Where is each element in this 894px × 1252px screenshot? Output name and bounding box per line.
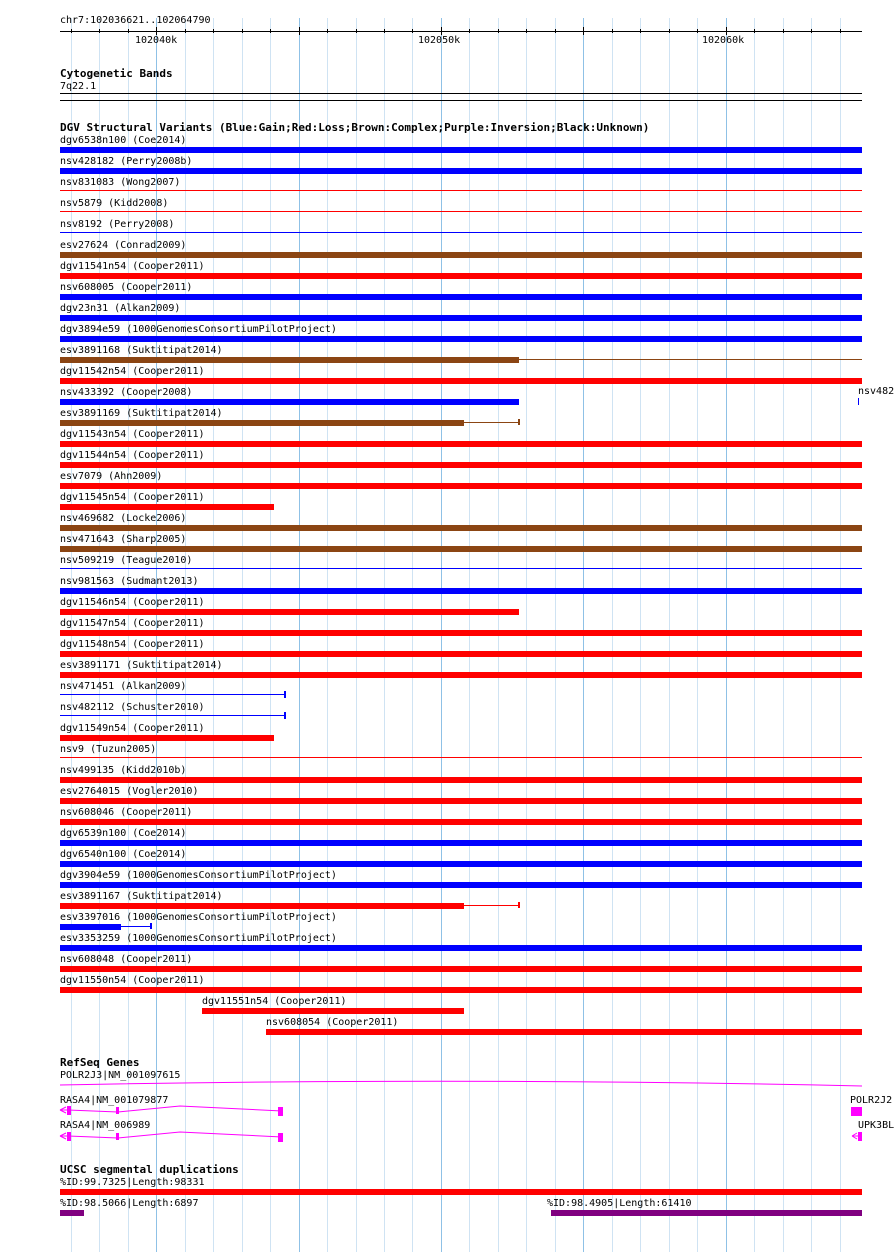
dgv-feature-label[interactable]: esv7079 (Ahn2009)	[60, 471, 163, 482]
dgv-feature-label[interactable]: nsv469682 (Locke2006)	[60, 513, 187, 524]
ruler-tick-label: 102050k	[418, 35, 461, 46]
dgv-feature-label[interactable]: esv2764015 (Vogler2010)	[60, 786, 199, 797]
dgv-feature-label[interactable]: dgv6538n100 (Coe2014)	[60, 135, 187, 146]
segdup-label[interactable]: %ID:98.5066|Length:6897	[60, 1198, 199, 1209]
dgv-feature-label[interactable]: dgv3894e59 (1000GenomesConsortiumPilotProject)	[60, 324, 337, 335]
segdup-track-title[interactable]: UCSC segmental duplications	[60, 1163, 239, 1176]
ruler-tick-label: 102060k	[702, 35, 745, 46]
dgv-feature-label[interactable]: dgv6540n100 (Coe2014)	[60, 849, 187, 860]
dgv-feature-label[interactable]: dgv11548n54 (Cooper2011)	[60, 639, 205, 650]
dgv-feature-label[interactable]: nsv608054 (Cooper2011)	[266, 1017, 399, 1028]
dgv-feature-label[interactable]: dgv11544n54 (Cooper2011)	[60, 450, 205, 461]
dgv-feature-label[interactable]: dgv11541n54 (Cooper2011)	[60, 261, 205, 272]
gene-label[interactable]: RASA4|NM_006989	[60, 1120, 151, 1131]
segdup-bar[interactable]	[60, 1189, 862, 1195]
dgv-feature-label[interactable]: esv3397016 (1000GenomesConsortiumPilotProject)	[60, 912, 337, 923]
dgv-feature-label[interactable]: nsv9 (Tuzun2005)	[60, 744, 157, 755]
gene-label[interactable]: POLR2J3|NM_001097615	[60, 1070, 181, 1081]
cytoband-track-title[interactable]: Cytogenetic Bands	[60, 67, 173, 80]
dgv-feature-label[interactable]: esv3891171 (Suktitipat2014)	[60, 660, 223, 671]
gene-label-offscreen[interactable]: POLR2J2	[850, 1095, 893, 1106]
dgv-feature-label[interactable]: nsv433392 (Cooper2008)	[60, 387, 193, 398]
dgv-feature-label[interactable]: dgv11545n54 (Cooper2011)	[60, 492, 205, 503]
dgv-feature-label[interactable]: dgv11547n54 (Cooper2011)	[60, 618, 205, 629]
gene-label[interactable]: RASA4|NM_001079877	[60, 1095, 169, 1106]
dgv-feature-label[interactable]: nsv608005 (Cooper2011)	[60, 282, 193, 293]
dgv-feature-label[interactable]: nsv428182 (Perry2008b)	[60, 156, 193, 167]
dgv-feature-label[interactable]: nsv5879 (Kidd2008)	[60, 198, 169, 209]
dgv-feature-label[interactable]: nsv831083 (Wong2007)	[60, 177, 181, 188]
dgv-feature-label[interactable]: nsv482112 (Schuster2010)	[60, 702, 205, 713]
dgv-feature-label[interactable]: esv27624 (Conrad2009)	[60, 240, 187, 251]
segdup-bar[interactable]	[60, 1210, 84, 1216]
dgv-feature-label[interactable]: nsv608048 (Cooper2011)	[60, 954, 193, 965]
gene-model-upk3bl	[852, 1132, 862, 1141]
dgv-feature-label[interactable]: esv3353259 (1000GenomesConsortiumPilotProject)	[60, 933, 337, 944]
cytoband-label: 7q22.1	[60, 81, 97, 92]
dgv-feature-label[interactable]: dgv11549n54 (Cooper2011)	[60, 723, 205, 734]
dgv-feature-label[interactable]: dgv11550n54 (Cooper2011)	[60, 975, 205, 986]
dgv-feature-label[interactable]: dgv11546n54 (Cooper2011)	[60, 597, 205, 608]
gene-model-rasa4-b	[60, 1132, 283, 1142]
dgv-feature-label[interactable]: nsv499135 (Kidd2010b)	[60, 765, 187, 776]
dgv-feature-label[interactable]: dgv11543n54 (Cooper2011)	[60, 429, 205, 440]
dgv-feature-label[interactable]: nsv8192 (Perry2008)	[60, 219, 175, 230]
segdup-label[interactable]: %ID:98.4905|Length:61410	[547, 1198, 692, 1209]
dgv-feature-label[interactable]: dgv11542n54 (Cooper2011)	[60, 366, 205, 377]
gene-model-polr2j2	[851, 1107, 862, 1116]
dgv-offscreen-label: nsv482	[858, 386, 894, 397]
dgv-feature-label[interactable]: dgv3904e59 (1000GenomesConsortiumPilotProject)	[60, 870, 337, 881]
gene-model-polr2j3	[60, 1081, 862, 1086]
dgv-feature-label[interactable]: dgv23n31 (Alkan2009)	[60, 303, 181, 314]
dgv-feature-label[interactable]: nsv471451 (Alkan2009)	[60, 681, 187, 692]
dgv-feature-label[interactable]: dgv6539n100 (Coe2014)	[60, 828, 187, 839]
ruler-range-label: chr7:102036621..102064790	[60, 15, 211, 26]
segdup-label[interactable]: %ID:99.7325|Length:98331	[60, 1177, 205, 1188]
ruler-tick-label: 102040k	[135, 35, 178, 46]
segdup-bar[interactable]	[551, 1210, 862, 1216]
refseq-track-title[interactable]: RefSeq Genes	[60, 1056, 140, 1069]
gene-model-rasa4-a	[60, 1106, 283, 1116]
dgv-feature-label[interactable]: dgv11551n54 (Cooper2011)	[202, 996, 347, 1007]
dgv-feature-label[interactable]: nsv509219 (Teague2010)	[60, 555, 193, 566]
dgv-feature-label[interactable]: esv3891169 (Suktitipat2014)	[60, 408, 223, 419]
dgv-feature-label[interactable]: esv3891168 (Suktitipat2014)	[60, 345, 223, 356]
dgv-feature-label[interactable]: nsv981563 (Sudmant2013)	[60, 576, 199, 587]
dgv-feature-label[interactable]: nsv471643 (Sharp2005)	[60, 534, 187, 545]
gene-label-offscreen[interactable]: UPK3BL	[858, 1120, 894, 1131]
dgv-track-title[interactable]: DGV Structural Variants (Blue:Gain;Red:Loss;Brown:Complex;Purple:Inversion;Black:Unknown)	[60, 121, 650, 134]
dgv-feature-label[interactable]: esv3891167 (Suktitipat2014)	[60, 891, 223, 902]
dgv-feature-label[interactable]: nsv608046 (Cooper2011)	[60, 807, 193, 818]
